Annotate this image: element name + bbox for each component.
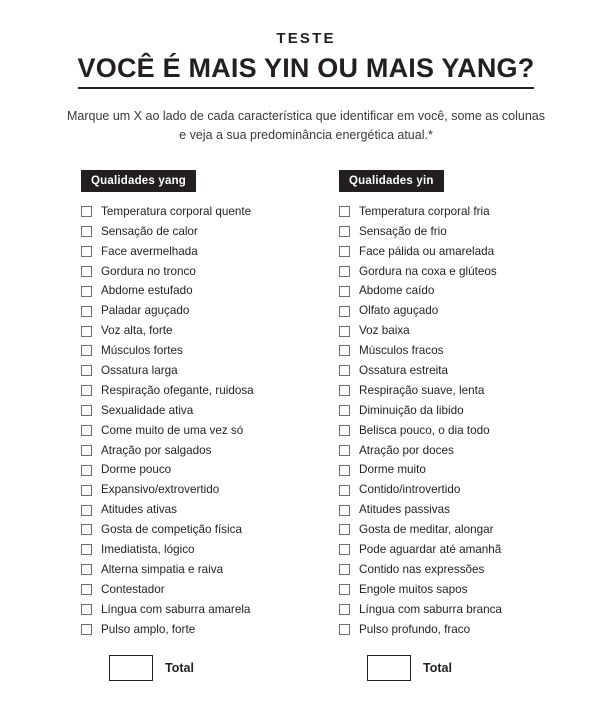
list-item[interactable] [81, 242, 281, 262]
checkbox[interactable] [339, 326, 350, 337]
list-item[interactable] [81, 261, 281, 281]
list-item-label: Atitudes ativas [101, 503, 178, 517]
list-item[interactable] [339, 261, 539, 281]
list-item[interactable] [339, 520, 539, 540]
checkbox[interactable] [81, 604, 92, 615]
checkbox[interactable] [81, 345, 92, 356]
list-item[interactable] [81, 222, 281, 242]
list-item-label: Contestador [101, 582, 165, 596]
checkbox[interactable] [81, 544, 92, 555]
checkbox[interactable] [339, 266, 350, 277]
total-yin-label: Total [423, 661, 452, 676]
checkbox[interactable] [81, 624, 92, 635]
list-item-label: Sensação de calor [101, 224, 198, 238]
checkbox[interactable] [339, 465, 350, 476]
list-item-label: Sensação de frio [359, 224, 447, 238]
checkbox[interactable] [339, 624, 350, 635]
list-item-label: Expansivo/extrovertido [101, 483, 220, 497]
list-item[interactable] [339, 401, 539, 421]
list-item[interactable] [339, 381, 539, 401]
list-item-label: Ossatura estreita [359, 363, 448, 377]
total-yang-input[interactable] [109, 655, 153, 681]
checkbox[interactable] [339, 544, 350, 555]
list-item[interactable] [339, 202, 539, 222]
checkbox[interactable] [81, 266, 92, 277]
list-item[interactable] [81, 301, 281, 321]
checkbox[interactable] [81, 564, 92, 575]
list-item-label: Atração por salgados [101, 443, 212, 457]
list-item-label: Pulso amplo, forte [101, 622, 196, 636]
title-wrap [0, 53, 612, 89]
list-item[interactable] [339, 600, 539, 620]
checkbox[interactable] [81, 445, 92, 456]
list-item[interactable] [81, 540, 281, 560]
checkbox[interactable] [81, 425, 92, 436]
list-item-label: Voz baixa [359, 324, 410, 338]
checkbox[interactable] [81, 385, 92, 396]
list-item-label: Pulso profundo, fraco [359, 622, 471, 636]
list-item[interactable] [81, 600, 281, 620]
list-item[interactable] [81, 361, 281, 381]
column-yang-items [81, 202, 281, 640]
checkbox[interactable] [81, 524, 92, 535]
column-yang [81, 170, 281, 640]
list-item[interactable] [339, 341, 539, 361]
list-item-label: Sexualidade ativa [101, 403, 194, 417]
totals-row [0, 655, 612, 681]
list-item-label: Abdome estufado [101, 284, 193, 298]
checkbox[interactable] [81, 206, 92, 217]
total-yin [339, 655, 539, 681]
list-item[interactable] [81, 341, 281, 361]
checkbox[interactable] [339, 226, 350, 237]
list-item-label: Come muito de uma vez só [101, 423, 244, 437]
checkbox[interactable] [339, 286, 350, 297]
list-item[interactable] [339, 281, 539, 301]
checkbox[interactable] [339, 405, 350, 416]
checkbox[interactable] [339, 246, 350, 257]
checkbox[interactable] [339, 345, 350, 356]
list-item[interactable] [339, 222, 539, 242]
checklist-columns [0, 170, 612, 640]
list-item-label: Abdome caído [359, 284, 435, 298]
total-yin-input[interactable] [367, 655, 411, 681]
column-yin-items [339, 202, 539, 640]
checkbox[interactable] [81, 286, 92, 297]
list-item[interactable] [81, 520, 281, 540]
checkbox[interactable] [81, 226, 92, 237]
page-title: VOCÊ É MAIS YIN OU MAIS YANG? [78, 53, 535, 89]
list-item-label: Belisca pouco, o dia todo [359, 423, 490, 437]
list-item[interactable] [81, 480, 281, 500]
checkbox[interactable] [339, 584, 350, 595]
list-item-label: Respiração ofegante, ruidosa [101, 383, 254, 397]
instructions-text: Marque um X ao lado de cada característica que identificar em você, some as colunas e veja a sua predominância energética atual.* [66, 109, 546, 143]
list-item[interactable] [81, 421, 281, 441]
total-yang-label: Total [165, 661, 194, 676]
list-item[interactable] [339, 301, 539, 321]
list-item[interactable] [81, 381, 281, 401]
list-item-label: Olfato aguçado [359, 304, 439, 318]
list-item-label: Ossatura larga [101, 363, 178, 377]
checkbox[interactable] [81, 306, 92, 317]
list-item-label: Paladar aguçado [101, 304, 190, 318]
checkbox[interactable] [81, 465, 92, 476]
list-item-label: Contido/introvertido [359, 483, 461, 497]
list-item[interactable] [81, 619, 281, 639]
list-item-label: Alterna simpatia e raiva [101, 562, 224, 576]
list-item-label: Gosta de meditar, alongar [359, 523, 494, 537]
list-item[interactable] [81, 440, 281, 460]
list-item-label: Respiração suave, lenta [359, 383, 485, 397]
list-item[interactable] [339, 321, 539, 341]
list-item[interactable] [339, 421, 539, 441]
list-item[interactable] [339, 242, 539, 262]
list-item-label: Músculos fortes [101, 344, 183, 358]
list-item-label: Engole muitos sapos [359, 582, 468, 596]
checkbox[interactable] [339, 485, 350, 496]
list-item[interactable] [339, 361, 539, 381]
checkbox[interactable] [339, 385, 350, 396]
list-item-label: Dorme pouco [101, 463, 172, 477]
list-item-label: Diminuição da libido [359, 403, 464, 417]
checkbox[interactable] [81, 505, 92, 516]
list-item[interactable] [81, 460, 281, 480]
list-item-label: Dorme muito [359, 463, 426, 477]
list-item[interactable] [81, 580, 281, 600]
list-item-label: Voz alta, forte [101, 324, 173, 338]
list-item-label: Língua com saburra branca [359, 602, 502, 616]
list-item-label: Face avermelhada [101, 244, 198, 258]
checkbox[interactable] [339, 445, 350, 456]
checkbox[interactable] [339, 365, 350, 376]
list-item-label: Músculos fracos [359, 344, 444, 358]
list-item[interactable] [339, 480, 539, 500]
checkbox[interactable] [339, 604, 350, 615]
list-item[interactable] [339, 460, 539, 480]
column-yin [339, 170, 539, 640]
list-item[interactable] [81, 560, 281, 580]
list-item-label: Língua com saburra amarela [101, 602, 251, 616]
list-item[interactable] [339, 580, 539, 600]
list-item[interactable] [81, 321, 281, 341]
list-item[interactable] [81, 500, 281, 520]
checkbox[interactable] [81, 405, 92, 416]
list-item-label: Imediatista, lógico [101, 542, 195, 556]
total-yang [81, 655, 281, 681]
list-item[interactable] [81, 202, 281, 222]
checkbox[interactable] [339, 425, 350, 436]
list-item[interactable] [339, 619, 539, 639]
checkbox[interactable] [81, 365, 92, 376]
list-item-label: Atitudes passivas [359, 503, 450, 517]
checkbox[interactable] [339, 524, 350, 535]
list-item-label: Face pálida ou amarelada [359, 244, 495, 258]
checkbox[interactable] [81, 584, 92, 595]
checkbox[interactable] [81, 485, 92, 496]
list-item-label: Atração por doces [359, 443, 454, 457]
list-item-label: Pode aguardar até amanhã [359, 542, 502, 556]
checkbox[interactable] [339, 306, 350, 317]
list-item[interactable] [81, 401, 281, 421]
column-yang-header: Qualidades yang [81, 170, 196, 192]
list-item-label: Gordura no tronco [101, 264, 196, 278]
checkbox[interactable] [339, 564, 350, 575]
list-item-label: Contido nas expressões [359, 562, 485, 576]
checkbox[interactable] [81, 246, 92, 257]
list-item[interactable] [339, 560, 539, 580]
list-item[interactable] [81, 281, 281, 301]
list-item-label: Gordura na coxa e glúteos [359, 264, 497, 278]
page-header [0, 0, 612, 89]
list-item-label: Gosta de competição física [101, 523, 242, 537]
checkbox[interactable] [339, 206, 350, 217]
list-item[interactable] [339, 540, 539, 560]
list-item-label: Temperatura corporal quente [101, 204, 252, 218]
eyebrow-label: TESTE [276, 30, 336, 47]
list-item[interactable] [339, 500, 539, 520]
list-item-label: Temperatura corporal fria [359, 204, 490, 218]
list-item[interactable] [339, 440, 539, 460]
checkbox[interactable] [81, 326, 92, 337]
checkbox[interactable] [339, 505, 350, 516]
column-yin-header: Qualidades yin [339, 170, 444, 192]
